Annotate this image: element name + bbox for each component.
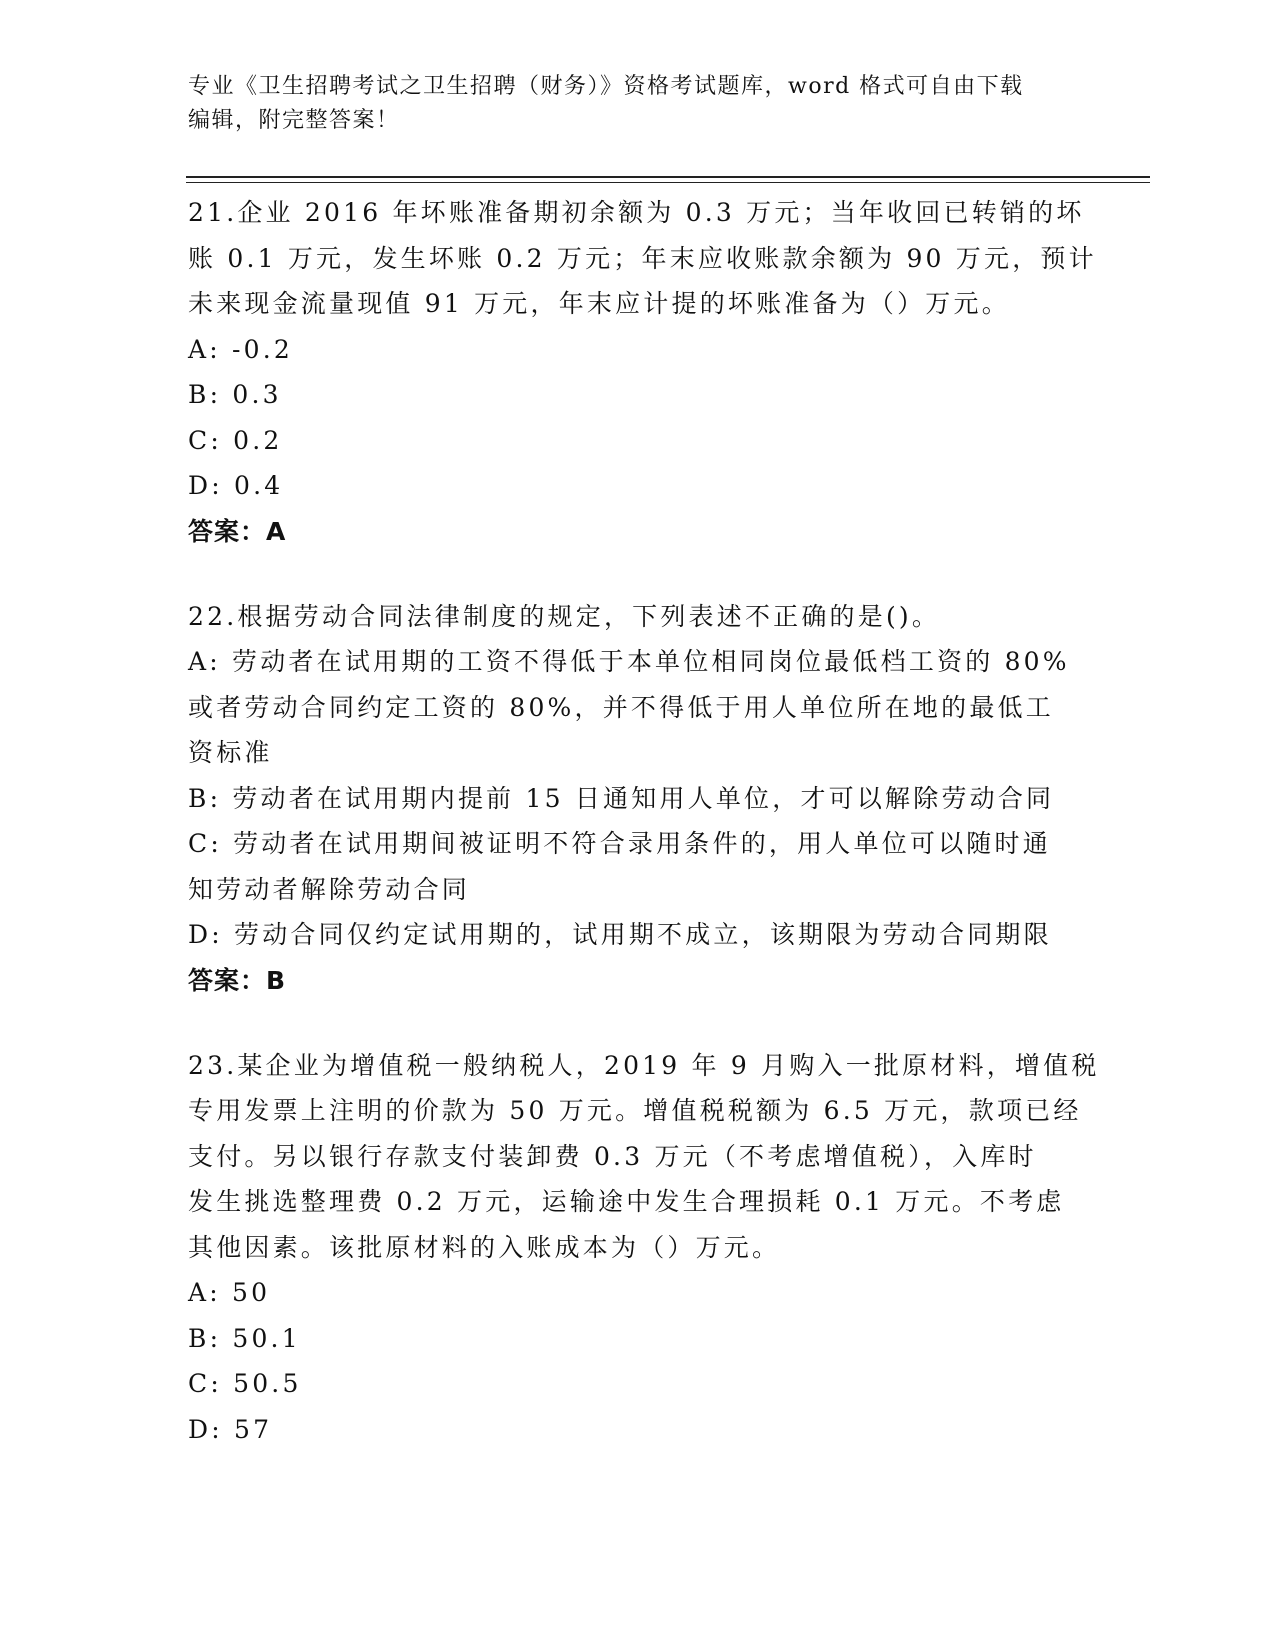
option-b: B: 0.3	[188, 380, 282, 409]
option-a-continued: 资标准	[188, 738, 273, 767]
option-d: D: 劳动合同仅约定试用期的，试用期不成立，该期限为劳动合同期限	[188, 920, 1052, 949]
question-stem-line: 21.企业 2016 年坏账准备期初余额为 0.3 万元；当年收回已转销的坏	[188, 198, 1085, 227]
question-stem-line: 账 0.1 万元，发生坏账 0.2 万元；年末应收账款余额为 90 万元，预计	[188, 243, 1097, 273]
question-list	[188, 190, 1100, 1492]
option-a: A: 劳动者在试用期的工资不得低于本单位相同岗位最低档工资的 80%	[188, 647, 1070, 676]
option-d: D: 0.4	[188, 471, 284, 500]
option-a-continued: 或者劳动合同约定工资的 80%，并不得低于用人单位所在地的最低工	[188, 692, 1054, 722]
option-a: A: 50	[188, 1278, 271, 1307]
option-b: B: 50.1	[188, 1323, 301, 1353]
option-d: D: 57	[188, 1414, 273, 1444]
question-stem-line: 22.根据劳动合同法律制度的规定，下列表述不正确的是()。	[188, 601, 941, 631]
question-stem-line: 其他因素。该批原材料的入账成本为（）万元。	[188, 1232, 781, 1262]
header-divider-thin	[186, 182, 1150, 183]
question-22	[188, 594, 1088, 1003]
header-line: 编辑，附完整答案！	[188, 108, 400, 133]
answer-label: 答案：B	[188, 965, 287, 995]
option-c: C: 0.2	[188, 425, 283, 455]
question-stem-line: 未来现金流量现值 91 万元，年末应计提的坏账准备为（）万元。	[188, 289, 1010, 318]
header-line: 专业《卫生招聘考试之卫生招聘（财务）》资格考试题库，word 格式可自由下载	[188, 74, 1024, 99]
document-header	[188, 70, 1088, 138]
question-stem-line: 发生挑选整理费 0.2 万元，运输途中发生合理损耗 0.1 万元。不考虑	[188, 1187, 1065, 1216]
question-stem-line: 支付。另以银行存款支付装卸费 0.3 万元（不考虑增值税），入库时	[188, 1141, 1037, 1171]
option-a: A: -0.2	[188, 334, 294, 364]
question-stem-line: 23.某企业为增值税一般纳税人，2019 年 9 月购入一批原材料，增值税	[188, 1050, 1100, 1080]
answer-label: 答案：A	[188, 516, 287, 546]
header-divider-thick	[186, 176, 1150, 178]
question-stem-line: 专用发票上注明的价款为 50 万元。增值税税额为 6.5 万元，款项已经	[188, 1096, 1082, 1125]
option-c: C: 50.5	[188, 1369, 302, 1398]
option-c: C: 劳动者在试用期间被证明不符合录用条件的，用人单位可以随时通	[188, 829, 1051, 858]
question-21	[188, 190, 1097, 554]
option-c-continued: 知劳动者解除劳动合同	[188, 874, 471, 904]
option-b: B: 劳动者在试用期内提前 15 日通知用人单位，才可以解除劳动合同	[188, 783, 1055, 813]
question-23	[188, 1043, 1100, 1453]
